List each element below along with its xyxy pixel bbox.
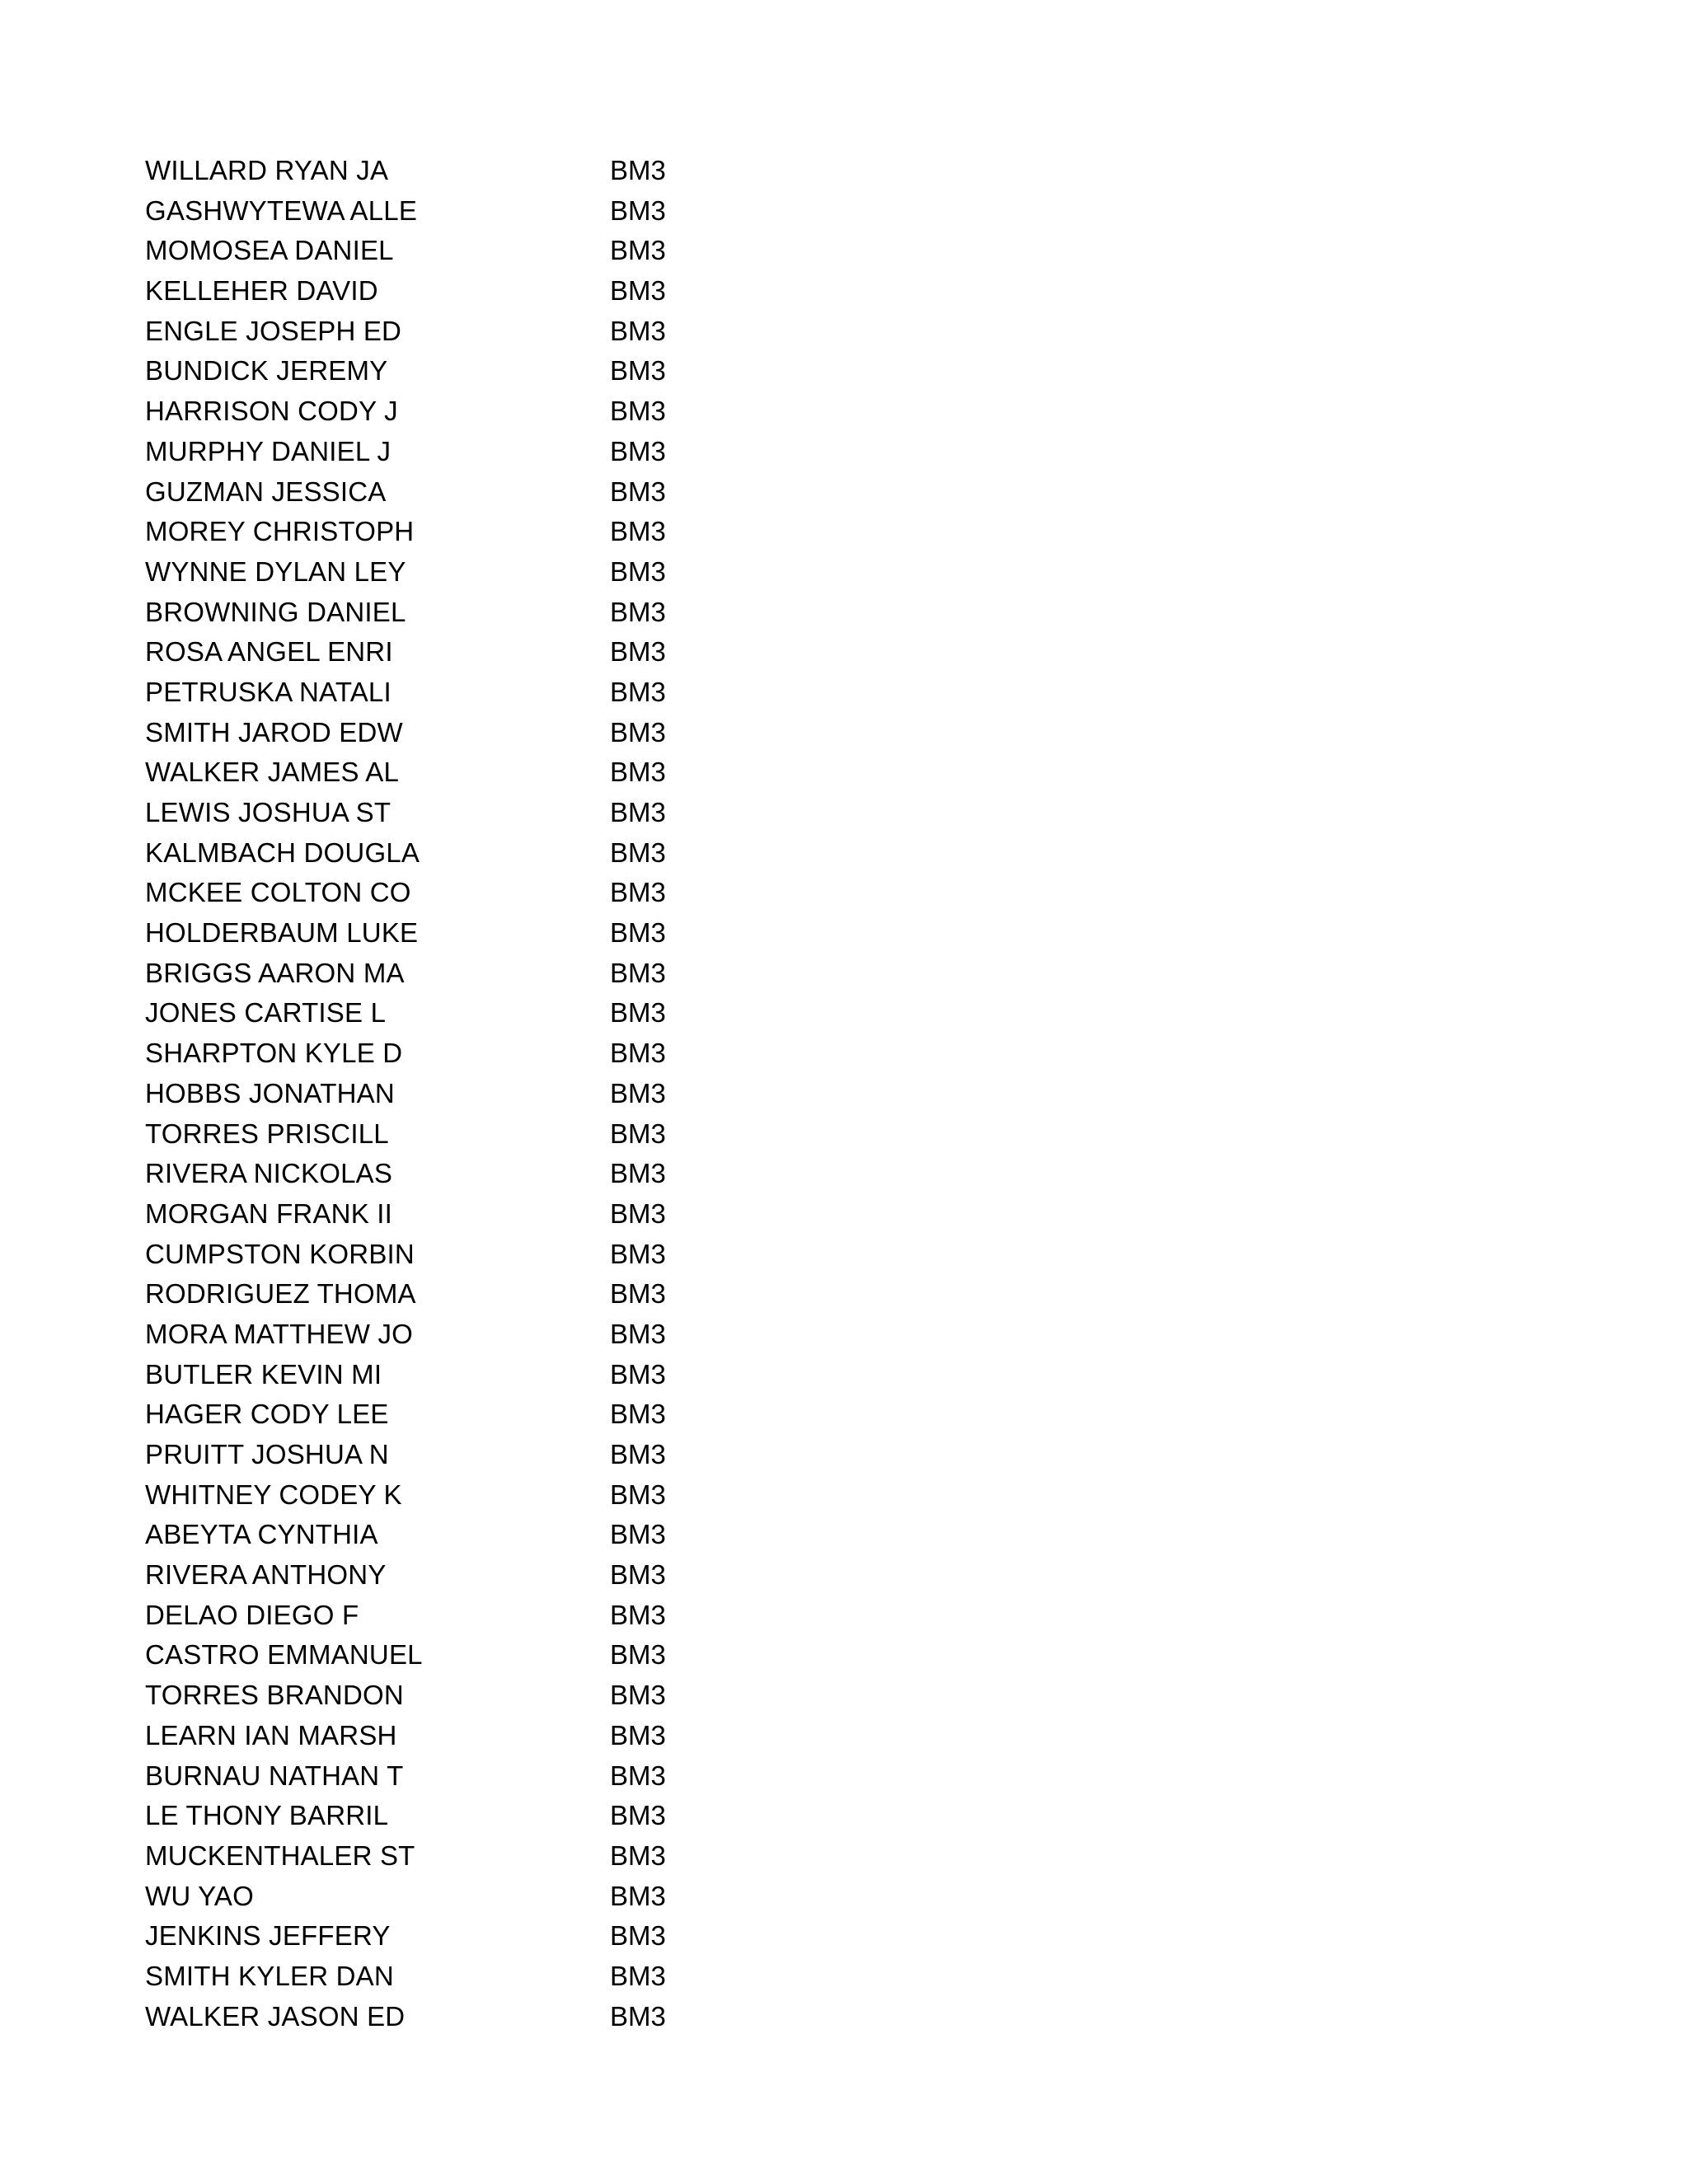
member-name: WYNNE DYLAN LEY: [145, 555, 406, 587]
roster-row: [145, 271, 771, 312]
member-name: WALKER JAMES AL: [145, 757, 400, 788]
member-rate: BM3: [610, 1158, 666, 1189]
roster-row: [145, 1796, 771, 1836]
member-rate: BM3: [610, 1077, 666, 1108]
member-rate: BM3: [610, 1238, 666, 1269]
roster-row: [145, 1315, 771, 1355]
member-name: TORRES BRANDON: [145, 1680, 404, 1711]
member-rate: BM3: [610, 1278, 666, 1310]
roster-row: [145, 793, 771, 833]
member-rate: BM3: [610, 1880, 666, 1911]
member-name: CASTRO EMMANUEL: [145, 1639, 423, 1671]
member-rate: BM3: [610, 837, 666, 868]
roster-row: [145, 472, 771, 513]
member-name: MOREY CHRISTOPH: [145, 516, 415, 547]
roster-row: [145, 752, 771, 793]
member-name: HOBBS JONATHAN: [145, 1077, 395, 1108]
member-rate: BM3: [610, 636, 666, 668]
roster-row: [145, 391, 771, 432]
member-rate: BM3: [610, 1038, 666, 1069]
member-name: LEARN IAN MARSH: [145, 1719, 397, 1750]
member-name: PRUITT JOSHUA N: [145, 1439, 389, 1469]
member-name: MCKEE COLTON CO: [145, 877, 411, 908]
member-name: JONES CARTISE L: [145, 997, 387, 1029]
member-name: WALKER JASON ED: [145, 2000, 406, 2032]
member-rate: BM3: [610, 516, 666, 547]
member-name: SHARPTON KYLE D: [145, 1038, 403, 1069]
member-rate: BM3: [610, 1760, 666, 1791]
member-name: CUMPSTON KORBIN: [145, 1238, 415, 1269]
roster-row: [145, 1394, 771, 1435]
member-rate: BM3: [610, 1639, 666, 1671]
roster-row: [145, 1033, 771, 1074]
roster-row: [145, 512, 771, 552]
member-rate: BM3: [610, 716, 666, 748]
roster-row: [145, 191, 771, 232]
member-name: RIVERA NICKOLAS: [145, 1158, 393, 1189]
roster-row: [145, 1435, 771, 1475]
member-rate: BM3: [610, 957, 666, 988]
member-name: BRIGGS AARON MA: [145, 957, 405, 988]
roster-row: [145, 351, 771, 391]
roster-row: [145, 1877, 771, 1917]
roster-row: [145, 552, 771, 593]
member-name: BUNDICK JEREMY: [145, 355, 388, 387]
member-rate: BM3: [610, 1559, 666, 1591]
roster-row: [145, 632, 771, 673]
member-rate: BM3: [610, 1399, 666, 1430]
member-rate: BM3: [610, 2000, 666, 2032]
member-rate: BM3: [610, 155, 666, 185]
member-rate: BM3: [610, 555, 666, 587]
member-rate: BM3: [610, 1719, 666, 1750]
roster-row: [145, 151, 771, 191]
roster-row: [145, 1916, 771, 1957]
member-rate: BM3: [610, 596, 666, 627]
member-rate: BM3: [610, 315, 666, 346]
roster-row: [145, 1074, 771, 1114]
roster-row: [145, 231, 771, 271]
member-name: RODRIGUEZ THOMA: [145, 1278, 416, 1310]
member-rate: BM3: [610, 1519, 666, 1550]
roster-row: [145, 1596, 771, 1636]
member-rate: BM3: [610, 757, 666, 788]
member-name: WHITNEY CODEY K: [145, 1479, 402, 1510]
member-rate: BM3: [610, 1197, 666, 1229]
member-rate: BM3: [610, 435, 666, 466]
member-rate: BM3: [610, 1118, 666, 1149]
roster-row: [145, 913, 771, 954]
member-rate: BM3: [610, 476, 666, 507]
member-rate: BM3: [610, 1920, 666, 1952]
roster-row: [145, 1515, 771, 1555]
member-rate: BM3: [610, 1800, 666, 1831]
roster-row: [145, 593, 771, 633]
member-name: MORGAN FRANK II: [145, 1197, 393, 1229]
member-name: HAGER CODY LEE: [145, 1399, 389, 1430]
member-name: LE THONY BARRIL: [145, 1800, 389, 1831]
member-name: HOLDERBAUM LUKE: [145, 917, 419, 949]
member-rate: BM3: [610, 1599, 666, 1630]
member-name: MURPHY DANIEL J: [145, 435, 392, 466]
member-name: RIVERA ANTHONY: [145, 1559, 387, 1591]
personnel-roster-list: [145, 151, 771, 2036]
roster-row: [145, 873, 771, 913]
member-name: MUCKENTHALER ST: [145, 1840, 415, 1871]
roster-row: [145, 1475, 771, 1516]
member-name: MOMOSEA DANIEL: [145, 235, 394, 266]
member-name: HARRISON CODY J: [145, 396, 398, 427]
roster-row: [145, 1194, 771, 1235]
roster-row: [145, 1114, 771, 1155]
member-rate: BM3: [610, 194, 666, 226]
member-name: KELLEHER DAVID: [145, 275, 378, 307]
member-rate: BM3: [610, 1840, 666, 1871]
member-name: GASHWYTEWA ALLE: [145, 194, 418, 226]
member-name: BURNAU NATHAN T: [145, 1760, 404, 1791]
roster-row: [145, 673, 771, 713]
member-rate: BM3: [610, 797, 666, 827]
roster-row: [145, 1997, 771, 2037]
member-rate: BM3: [610, 1960, 666, 1991]
member-name: SMITH KYLER DAN: [145, 1960, 394, 1991]
roster-row: [145, 713, 771, 753]
member-name: ENGLE JOSEPH ED: [145, 315, 402, 346]
roster-row: [145, 954, 771, 994]
member-name: SMITH JAROD EDW: [145, 716, 403, 748]
member-name: JENKINS JEFFERY: [145, 1920, 391, 1952]
roster-row: [145, 1836, 771, 1877]
roster-row: [145, 312, 771, 352]
roster-row: [145, 1635, 771, 1675]
member-name: WILLARD RYAN JA: [145, 155, 389, 185]
member-name: BUTLER KEVIN MI: [145, 1358, 382, 1390]
roster-row: [145, 1675, 771, 1716]
member-rate: BM3: [610, 235, 666, 266]
member-name: MORA MATTHEW JO: [145, 1318, 414, 1349]
member-name: KALMBACH DOUGLA: [145, 837, 420, 868]
roster-row: [145, 432, 771, 472]
member-name: TORRES PRISCILL: [145, 1118, 389, 1149]
member-rate: BM3: [610, 355, 666, 387]
member-rate: BM3: [610, 997, 666, 1029]
member-name: LEWIS JOSHUA ST: [145, 797, 392, 827]
roster-row: [145, 1756, 771, 1797]
member-name: DELAO DIEGO F: [145, 1599, 359, 1630]
member-name: WU YAO: [145, 1880, 254, 1911]
member-name: ROSA ANGEL ENRI: [145, 636, 393, 668]
member-rate: BM3: [610, 1479, 666, 1510]
member-rate: BM3: [610, 1680, 666, 1711]
member-rate: BM3: [610, 1318, 666, 1349]
member-name: BROWNING DANIEL: [145, 596, 406, 627]
member-rate: BM3: [610, 877, 666, 908]
member-rate: BM3: [610, 1439, 666, 1469]
roster-row: [145, 833, 771, 874]
member-name: ABEYTA CYNTHIA: [145, 1519, 378, 1550]
roster-row: [145, 1274, 771, 1315]
member-rate: BM3: [610, 396, 666, 427]
roster-row: [145, 1555, 771, 1596]
roster-row: [145, 1235, 771, 1275]
member-rate: BM3: [610, 917, 666, 949]
member-rate: BM3: [610, 1358, 666, 1390]
roster-row: [145, 1957, 771, 1997]
roster-row: [145, 1355, 771, 1395]
member-name: PETRUSKA NATALI: [145, 676, 392, 707]
roster-row: [145, 993, 771, 1033]
member-rate: BM3: [610, 275, 666, 307]
member-rate: BM3: [610, 676, 666, 707]
roster-row: [145, 1716, 771, 1756]
member-name: GUZMAN JESSICA: [145, 476, 387, 507]
roster-row: [145, 1154, 771, 1194]
